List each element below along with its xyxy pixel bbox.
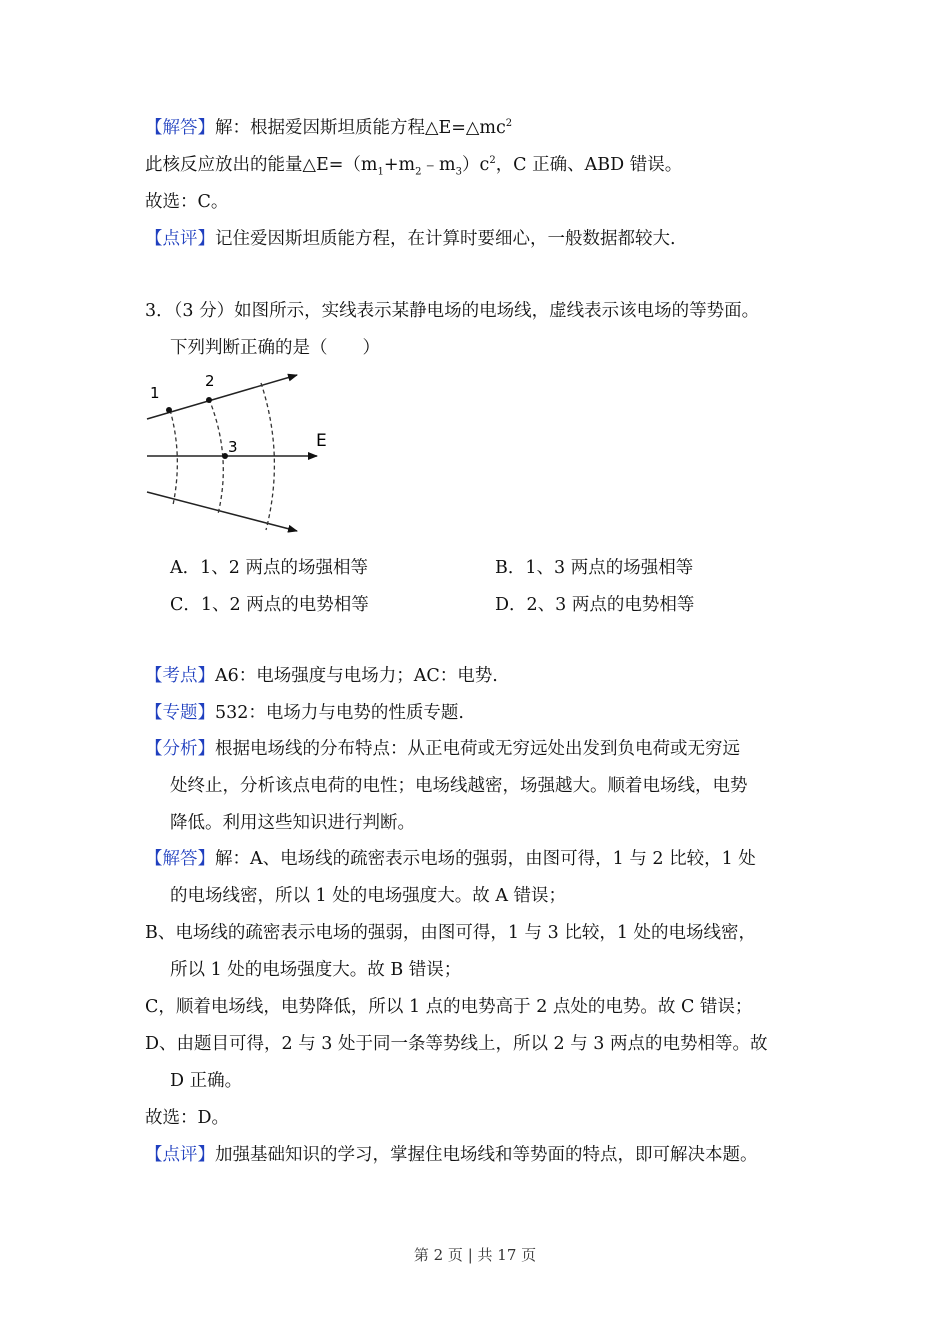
jieda-line5: C，顺着电场线，电势降低，所以 1 点的电势高于 2 点处的电势。故 C 错误； bbox=[145, 997, 753, 1017]
zhuanti: 【专题】532：电场力与电势的性质专题. bbox=[145, 703, 464, 723]
q3-stem-line1: 3．（3 分）如图所示，实线表示某静电场的电场线，虚线表示该电场的等势面。 bbox=[145, 301, 760, 321]
jieda-line6: D、由题目可得，2 与 3 处于同一条等势线上，所以 2 与 3 两点的电势相等。故 bbox=[145, 1034, 768, 1054]
q2-answer-line1: 【解答】解：根据爱因斯坦质能方程$\triangle E=\triangle mc^2$ bbox=[145, 118, 513, 138]
jieda-line2: 的电场线密，所以 1 处的电场强度大。故 A 错误； bbox=[170, 886, 567, 906]
svg-text:1: 1 bbox=[150, 384, 160, 402]
svg-text:2: 2 bbox=[205, 372, 215, 390]
option-b: B．1、3 两点的场强相等 bbox=[495, 558, 694, 578]
option-c: C．1、2 两点的电势相等 bbox=[170, 595, 369, 615]
answer-label: 【解答】 bbox=[145, 118, 215, 138]
q2-comment: 【点评】记住爱因斯坦质能方程，在计算时要细心，一般数据都较大. bbox=[145, 229, 676, 249]
jieda-line7: D 正确。 bbox=[170, 1071, 243, 1091]
jieda-line3: B、电场线的疏密表示电场的强弱，由图可得，1 与 3 比较，1 处的电场线密， bbox=[145, 923, 757, 943]
q3-stem-line2: 下列判断正确的是（ ） bbox=[170, 338, 380, 358]
fenxi-line2: 处终止，分析该点电荷的电性；电场线越密，场强越大。顺着电场线，电势 bbox=[170, 776, 748, 796]
q2-answer-line2: 此核反应放出的能量$\triangle E=(m_1+m_2﹣m_3)c^2$，C 正确、ABD 错误。 bbox=[145, 155, 683, 178]
kaodian: 【考点】A6：电场强度与电场力；AC：电势. bbox=[145, 666, 498, 686]
electric-field-diagram bbox=[140, 365, 340, 540]
dianping: 【点评】加强基础知识的学习，掌握住电场线和等势面的特点，即可解决本题。 bbox=[145, 1145, 758, 1165]
comment-label: 【点评】 bbox=[145, 229, 215, 249]
option-d: D．2、3 两点的电势相等 bbox=[495, 595, 695, 615]
fenxi-line3: 降低。利用这些知识进行判断。 bbox=[170, 813, 415, 833]
q3-choice: 故选：D。 bbox=[145, 1108, 230, 1128]
q2-choice: 故选：C。 bbox=[145, 192, 229, 212]
svg-text:3: 3 bbox=[228, 438, 238, 456]
jieda-line4: 所以 1 处的电场强度大。故 B 错误； bbox=[170, 960, 462, 980]
page-footer: 第 2 页 | 共 17 页 bbox=[413, 1246, 537, 1264]
jieda-line1: 【解答】解：A、电场线的疏密表示电场的强弱，由图可得，1 与 2 比较，1 处 bbox=[145, 849, 756, 869]
option-a: A．1、2 两点的场强相等 bbox=[170, 558, 368, 578]
fenxi-line1: 【分析】根据电场线的分布特点：从正电荷或无穷远处出发到负电荷或无穷远 bbox=[145, 739, 740, 759]
svg-text:E: E bbox=[316, 431, 327, 451]
